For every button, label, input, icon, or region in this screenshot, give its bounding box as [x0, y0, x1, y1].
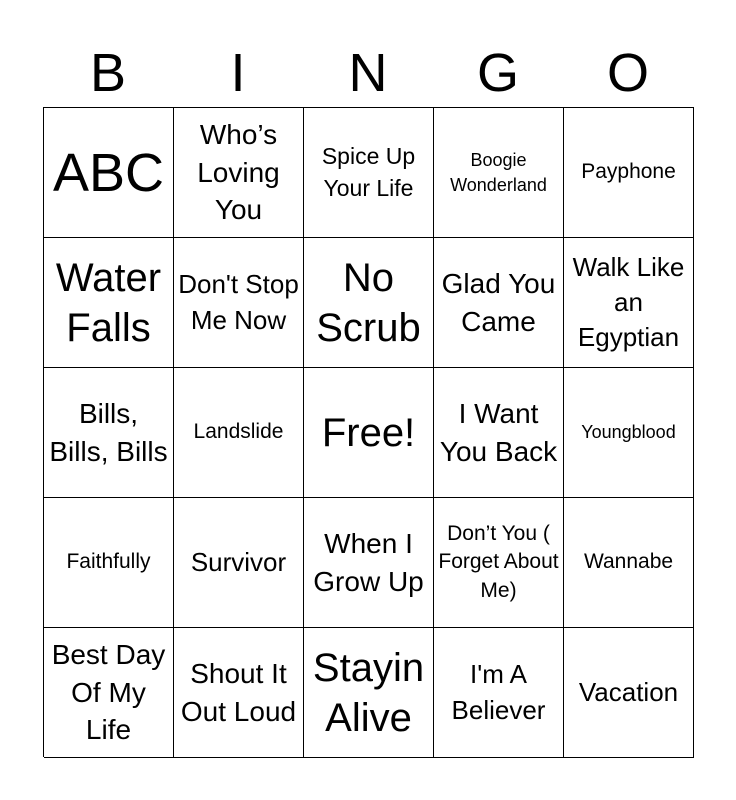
header-letter-g: G [476, 43, 519, 103]
bingo-cell[interactable] [174, 368, 304, 498]
bingo-cell[interactable] [44, 238, 174, 368]
cell-label: Payphone [581, 160, 676, 184]
cell-label: Free! [321, 410, 416, 455]
cell-label: Spice Up Your Life [321, 143, 416, 201]
header-letter-n: N [348, 43, 388, 103]
bingo-cell[interactable] [434, 368, 564, 498]
header-letter-i: I [230, 43, 246, 103]
bingo-cell[interactable] [44, 368, 174, 498]
bingo-cell[interactable] [174, 108, 304, 238]
header-letter-o: O [606, 43, 649, 103]
bingo-cell[interactable] [564, 108, 694, 238]
bingo-cell[interactable] [174, 628, 304, 758]
cell-label: Walk Like an Egyptian [572, 251, 685, 353]
cell-label: Shout It Out Loud [180, 657, 297, 727]
bingo-cell[interactable] [434, 498, 564, 628]
cell-label: Water Falls [55, 255, 162, 350]
cell-label: Survivor [190, 546, 287, 577]
cell-label: When I Grow Up [313, 527, 424, 597]
bingo-cell[interactable] [564, 238, 694, 368]
bingo-cell[interactable] [44, 628, 174, 758]
cell-label: I'm A Believer [451, 659, 546, 725]
bingo-cell[interactable] [564, 628, 694, 758]
cell-label: Stayin Alive [312, 645, 425, 740]
cell-label: Boogie Wonderland [450, 149, 547, 195]
bingo-cell[interactable] [44, 108, 174, 238]
bingo-cell[interactable] [44, 498, 174, 628]
cell-label: I Want You Back [439, 397, 558, 467]
bingo-cell[interactable] [304, 238, 434, 368]
cell-label: Don't Stop Me Now [178, 269, 299, 335]
bingo-cell[interactable] [304, 108, 434, 238]
cell-label: Faithfully [66, 550, 151, 574]
bingo-cell[interactable] [434, 108, 564, 238]
cell-label: Who’s Loving You [197, 118, 280, 226]
free-space-cell[interactable] [304, 368, 434, 498]
header-letter-b: B [89, 43, 127, 103]
bingo-cell[interactable] [564, 368, 694, 498]
bingo-cell[interactable] [304, 498, 434, 628]
cell-label: Don’t You ( Forget About Me) [438, 521, 559, 602]
cell-label: ABC [52, 142, 165, 203]
bingo-cell[interactable] [174, 498, 304, 628]
cell-label: Best Day Of My Life [51, 638, 166, 746]
bingo-cell[interactable] [174, 238, 304, 368]
bingo-cell[interactable] [434, 238, 564, 368]
cell-label: Wannabe [583, 550, 674, 574]
cell-label: Vacation [578, 676, 679, 707]
cell-label: Bills, Bills, Bills [49, 397, 168, 467]
cell-label: Landslide [193, 420, 284, 444]
bingo-header [43, 38, 693, 108]
cell-label: Youngblood [581, 422, 676, 443]
cell-label: Glad You Came [441, 267, 556, 337]
bingo-cell[interactable] [434, 628, 564, 758]
bingo-cell[interactable] [304, 628, 434, 758]
bingo-cell[interactable] [564, 498, 694, 628]
bingo-grid [43, 107, 694, 757]
cell-label: No Scrub [316, 255, 421, 350]
